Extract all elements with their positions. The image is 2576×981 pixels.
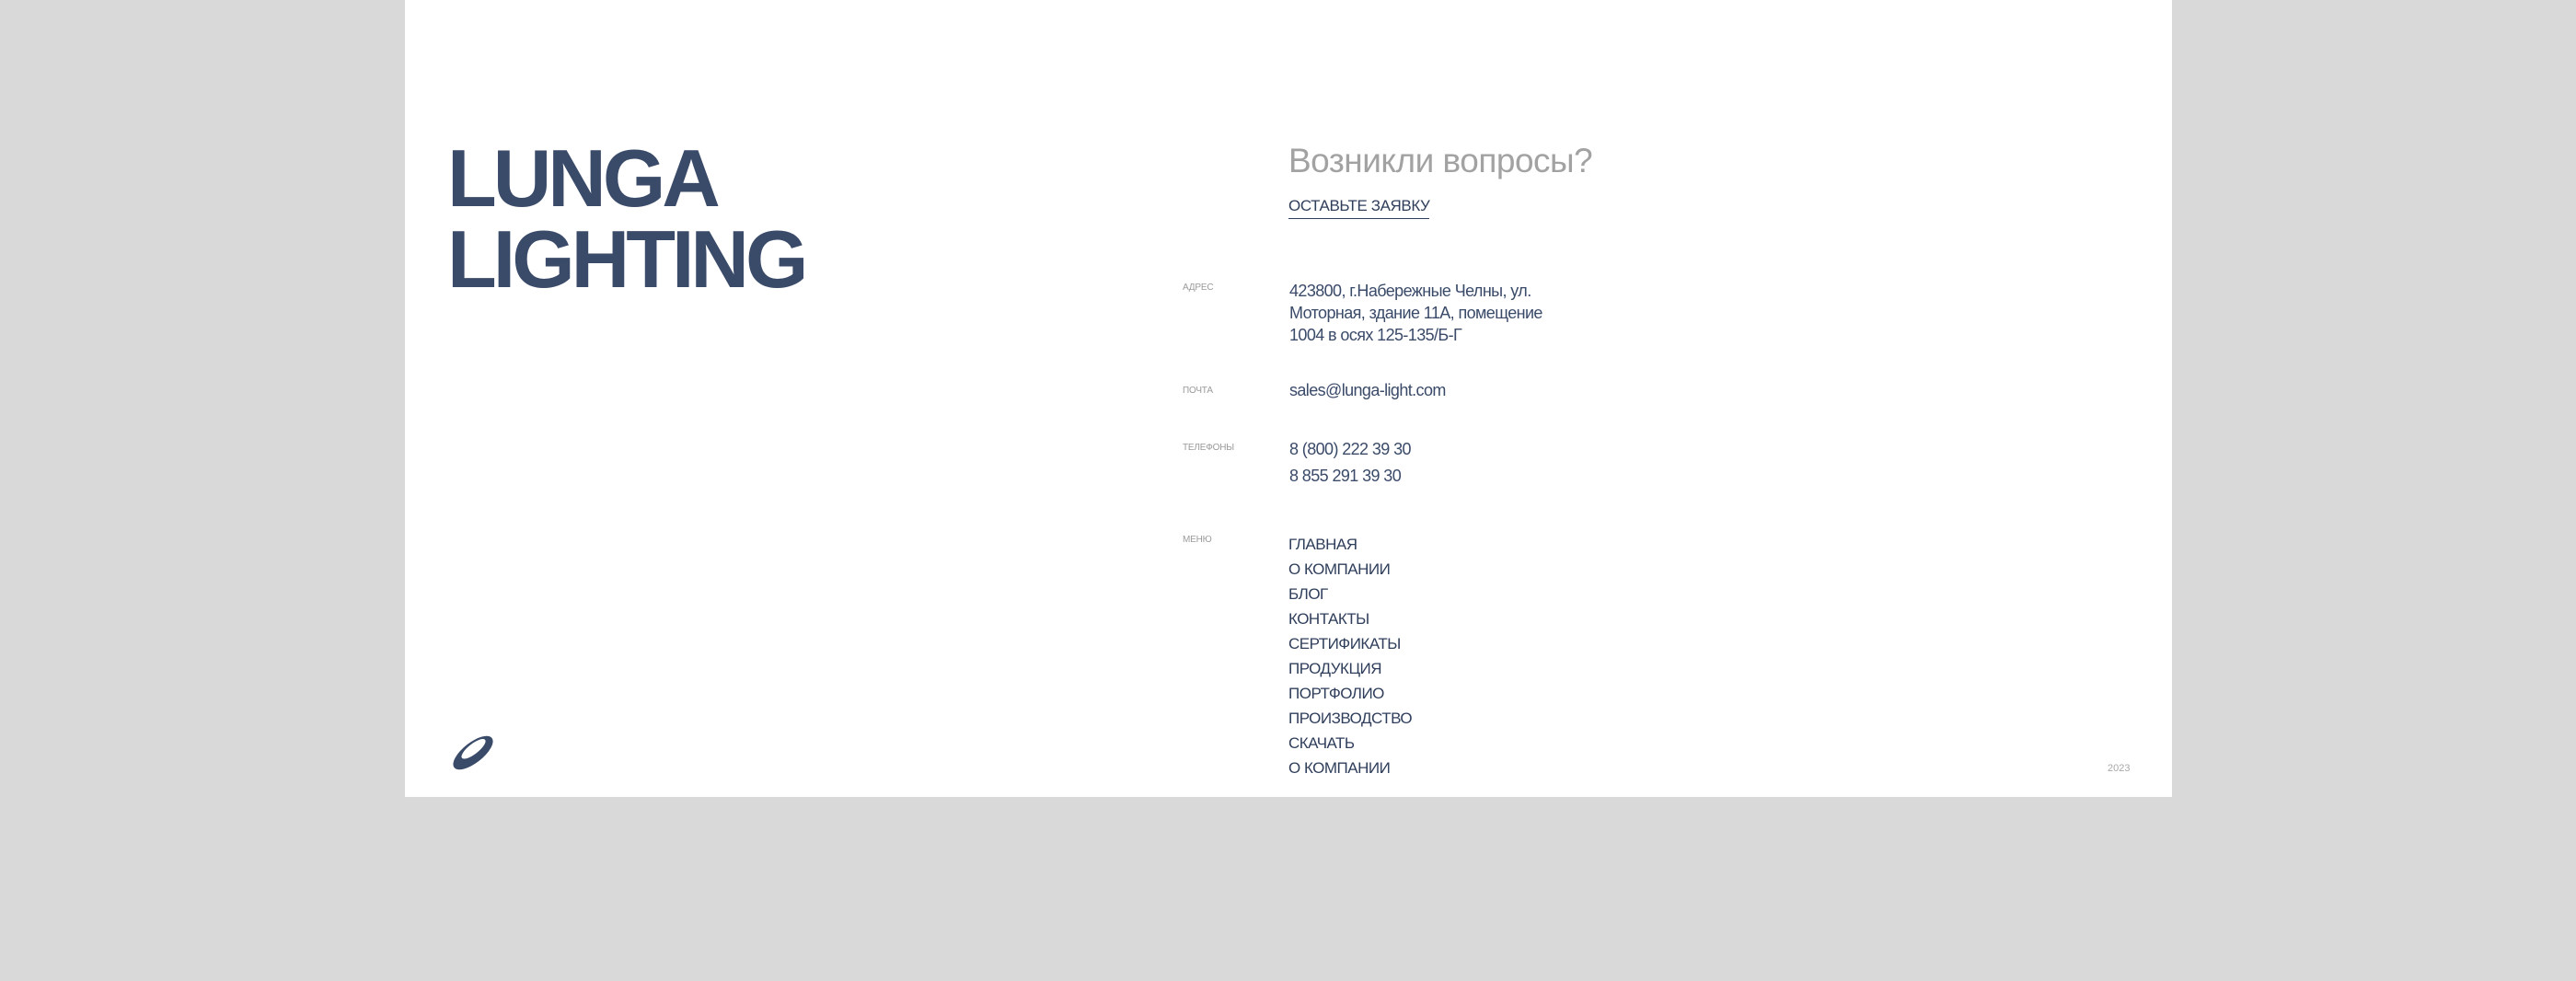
questions-heading: Возникли вопросы? — [1288, 142, 1593, 179]
email-label: ПОЧТА — [1183, 386, 1213, 396]
footer-section — [405, 0, 2172, 797]
copyright-year: 2023 — [2108, 763, 2131, 774]
address-line: 1004 в осях 125-135/Б-Г — [1289, 326, 1462, 344]
lunga-ring-logo-icon[interactable] — [447, 727, 499, 779]
footer-menu — [1288, 532, 1412, 780]
menu-item-home[interactable]: ГЛАВНАЯ — [1288, 536, 1357, 553]
menu-item-about-2[interactable]: О КОМПАНИИ — [1288, 759, 1391, 777]
phone-link-2[interactable]: 8 855 291 39 30 — [1289, 467, 1402, 485]
menu-label: МЕНЮ — [1183, 535, 1212, 545]
address-label: АДРЕС — [1183, 283, 1214, 293]
brand-line-2: LIGHTING — [447, 214, 805, 305]
email-link[interactable]: sales@lunga-light.com — [1289, 381, 1446, 399]
menu-item-download[interactable]: СКАЧАТЬ — [1288, 734, 1355, 752]
menu-item-products[interactable]: ПРОДУКЦИЯ — [1288, 660, 1382, 677]
brand-wordmark — [447, 133, 805, 305]
menu-item-blog[interactable]: БЛОГ — [1288, 585, 1328, 603]
brand-line-1: LUNGA — [447, 133, 717, 224]
phone-link-1[interactable]: 8 (800) 222 39 30 — [1289, 440, 1411, 458]
leave-request-link[interactable]: ОСТАВЬТЕ ЗАЯВКУ — [1288, 196, 1429, 219]
menu-item-production[interactable]: ПРОИЗВОДСТВО — [1288, 710, 1413, 727]
menu-item-contacts[interactable]: КОНТАКТЫ — [1288, 610, 1369, 628]
address-line: Моторная, здание 11А, помещение — [1289, 304, 1542, 322]
menu-item-portfolio[interactable]: ПОРТФОЛИО — [1288, 685, 1384, 702]
phones-label: ТЕЛЕФОНЫ — [1183, 443, 1234, 453]
menu-item-about[interactable]: О КОМПАНИИ — [1288, 560, 1391, 578]
menu-item-certificates[interactable]: СЕРТИФИКАТЫ — [1288, 635, 1401, 652]
address-value — [1289, 280, 1602, 346]
address-line: 423800, г.Набережные Челны, ул. — [1289, 282, 1531, 300]
